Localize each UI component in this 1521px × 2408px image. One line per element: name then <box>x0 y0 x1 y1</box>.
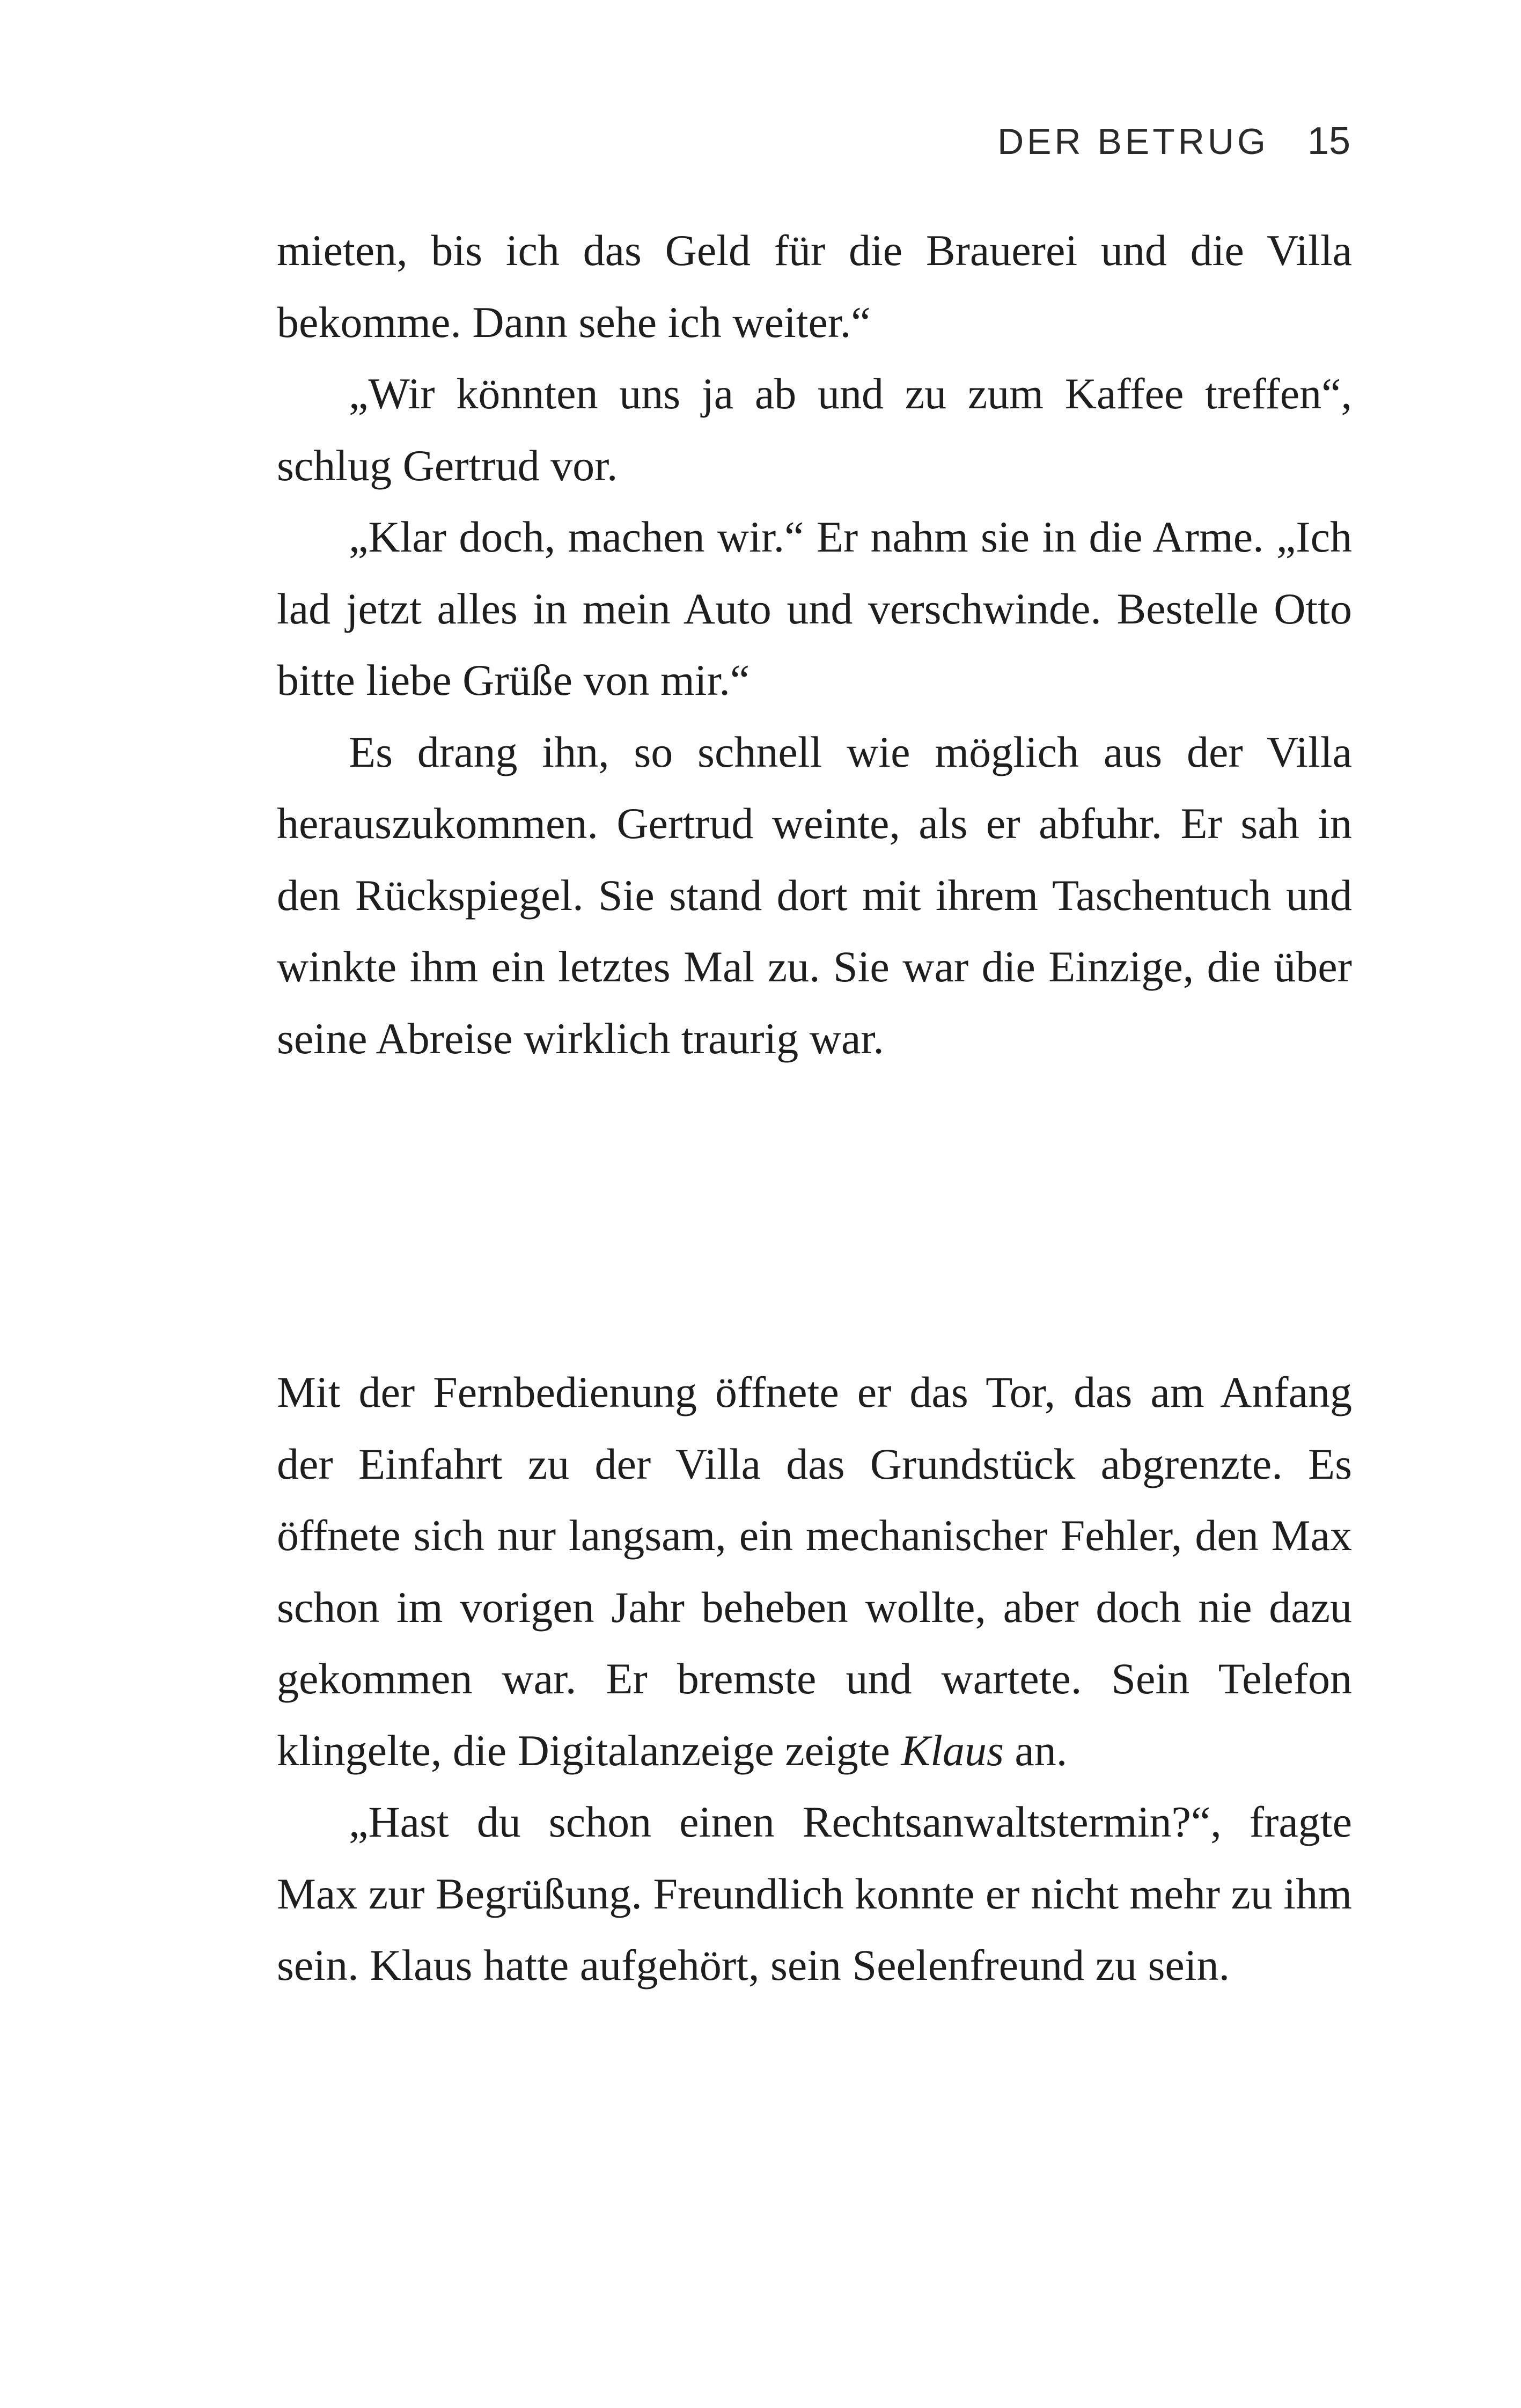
chapter-title: DER BETRUG <box>997 121 1269 162</box>
paragraph-continuation: mieten, bis ich das Geld für die Brauerei und die Villa bekomme. Dann sehe ich weiter.“ <box>277 226 1352 347</box>
paragraph-dialogue-max: „Klar doch, machen wir.“ Er nahm sie in die Arme. „Ich lad jetzt alles in mein Auto und verschwinde. Bestelle Otto bitte liebe Grüße von mir.“ <box>277 512 1352 704</box>
running-header <box>997 119 1350 173</box>
paragraph-gate-text: Mit der Fernbedienung öffnete er das Tor, das am Anfang der Einfahrt zu der Villa das Grundstück abgrenzte. Es öffnete sich nur langsam, ein mechanischer Fehler, den Max schon im vorigen Jahr beheben wollte, aber doch nie dazu gekommen war. Er bremste und wartete. Sein Telefon klingelte, die Digitalanzeige zeigte <box>277 1368 1352 1775</box>
paragraph-gate-end: an. <box>1003 1726 1068 1775</box>
section-2 <box>277 1356 1352 2001</box>
section-1 <box>277 215 1352 1074</box>
paragraph-gate <box>277 1356 1352 1786</box>
caller-name: Klaus <box>901 1726 1004 1775</box>
paragraph-departure: Es drang ihn, so schnell wie möglich aus der Villa herauszukommen. Gertrud weinte, als er abfuhr. Er sah in den Rückspiegel. Sie stand dort mit ihrem Taschentuch und winkte ihm ein letztes Mal zu. Sie war die Einzige, die über seine Abreise wirklich traurig war. <box>277 727 1352 1063</box>
paragraph-dialogue-gertrud: „Wir könnten uns ja ab und zu zum Kaffee treffen“, schlug Gertrud vor. <box>277 369 1352 490</box>
page-number: 15 <box>1307 120 1350 163</box>
paragraph-phone-call: „Hast du schon einen Rechtsanwaltstermin?“, fragte Max zur Begrüßung. Freundlich konnte er nicht mehr zu ihm sein. Klaus hatte aufgehört, sein Seelenfreund zu sein. <box>277 1797 1352 1989</box>
